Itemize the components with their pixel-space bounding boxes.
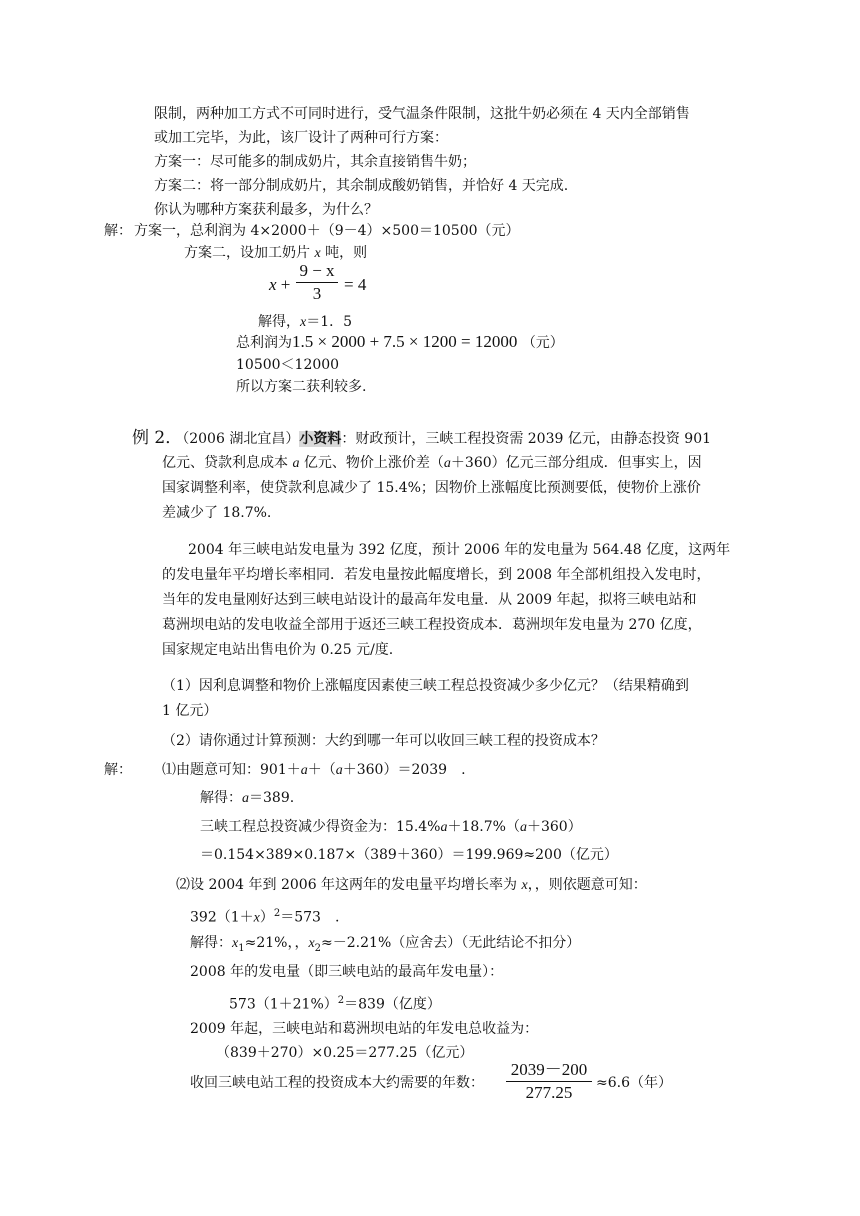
solve-result: 解得，x＝1．5 — [258, 314, 353, 330]
question-1: 你认为哪种方案获利最多，为什么？ — [154, 202, 378, 218]
paragraph-2-line-2: 的发电量年平均增长率相同．若发电量按此幅度增长，到 2008 年全部机组投入发电时， — [162, 567, 711, 583]
paragraph-2-line-1: 2004 年三峡电站发电量为 392 亿度，预计 2006 年的发电量为 564.48 亿度，这两年 — [188, 542, 731, 558]
equation-lhs-x: x + — [269, 275, 291, 294]
intro-line-1: 限制，两种加工方式不可同时进行，受气温条件限制，这批牛奶必须在 4 天内全部销售 — [154, 106, 690, 122]
conclusion-1: 所以方案二获利较多. — [236, 379, 367, 395]
paragraph-2-line-4: 葛洲坝电站的发电收益全部用于返还三峡工程投资成本．葛洲坝年发电量为 270 亿度， — [162, 617, 702, 633]
example-2-source: （2006 湖北宜昌） — [182, 431, 300, 447]
solution-2-step-9: $573(1+21\%)^2=839$（亿度） — [229, 995, 441, 1013]
years-fraction: 2039－200 277.25 — [506, 1061, 592, 1102]
solution-2-step-6: $392(1+x)^2=573$ . — [190, 908, 340, 926]
solution-2-step-12-result: ≈6.6（年） — [596, 1075, 672, 1091]
solution-2-step-2: 解得：a＝389. — [200, 790, 295, 806]
solution-2-label: 解： — [104, 762, 132, 778]
solution-2-step-11: （839＋270）×0.25＝277.25（亿元） — [216, 1045, 474, 1061]
total-profit: 总利润为1.5 × 2000 + 7.5 × 1200 = 12000 （元） — [236, 332, 564, 351]
example-2-line-1: 例 2．（2006 湖北宜昌）小资料：财政预计，三峡工程投资需 2039 亿元，由静态投资 901 — [132, 428, 712, 448]
equation-rhs: = 4 — [344, 275, 367, 294]
solution-2-step-7: 解得：$x_1\approx 21\%$，，$x_2\approx-2.21\%$（应舍去）（无此结论不扣分） — [190, 935, 581, 954]
info-tag: 小资料 — [299, 431, 342, 447]
solution-2-step-8: 2008 年的发电量（即三峡电站的最高年发电量）： — [190, 964, 504, 980]
solution-1-line-1: 方案一，总利润为 4×2000＋（9－4）×500＝10500（元） — [134, 223, 520, 239]
example-2-line-4: 差减少了 18.7%. — [162, 505, 272, 521]
solution-1-line-2: 方案二，设加工奶片 x 吨，则 — [184, 245, 368, 261]
solution-1-label: 解： — [104, 223, 132, 239]
solution-2-step-10: 2009 年起，三峡电站和葛洲坝电站的年发电总收益为： — [190, 1021, 539, 1037]
question-2-1-line-2: 1 亿元） — [162, 703, 218, 719]
solution-2-step-3: 三峡工程总投资减少得资金为：15.4%a＋18.7%（a＋360） — [200, 819, 582, 835]
paragraph-2-line-3: 当年的发电量刚好达到三峡电站设计的最高年发电量．从 2009 年起，拟将三峡电站和 — [162, 592, 697, 608]
solution-2-step-4: ＝0.154×389×0.187×（389＋360）＝199.969≈200（亿元） — [200, 847, 618, 863]
example-2-line-3: 国家调整利率，使贷款利息减少了 15.4%；因物价上涨幅度比预测要低，使物价上涨价 — [162, 480, 701, 496]
plan-2: 方案二：将一部分制成奶片，其余制成酸奶销售，并恰好 4 天完成. — [154, 178, 569, 194]
solution-2-step-1: ⑴由题意可知：901＋a＋（a＋360）＝2039 . — [162, 762, 466, 778]
solution-2-step-12-label: 收回三峡电站工程的投资成本大约需要的年数： — [190, 1075, 484, 1091]
solution-2-step-5: ⑵设 2004 年到 2006 年这两年的发电量平均增长率为 x，，则依题意可知： — [176, 877, 647, 893]
question-2-2: （2）请你通过计算预测：大约到哪一年可以收回三峡工程的投资成本？ — [162, 733, 605, 749]
paragraph-2-line-5: 国家规定电站出售电价为 0.25 元/度. — [162, 642, 394, 658]
example-2-label: 例 2． — [132, 428, 183, 448]
intro-line-2: 或加工完毕，为此，该厂设计了两种可行方案： — [154, 130, 448, 146]
plan-1: 方案一：尽可能多的制成奶片，其余直接销售牛奶； — [154, 154, 476, 170]
example-2-line-2: 亿元、贷款利息成本 a 亿元、物价上涨价差（a＋360）亿元三部分组成．但事实上，因 — [162, 455, 702, 471]
comparison: 10500＜12000 — [236, 357, 340, 373]
equation-fraction: 9 − x 3 — [296, 262, 338, 303]
question-2-1-line-1: （1）因利息调整和物价上涨幅度因素使三峡工程总投资减少多少亿元？（结果精确到 — [162, 678, 689, 694]
